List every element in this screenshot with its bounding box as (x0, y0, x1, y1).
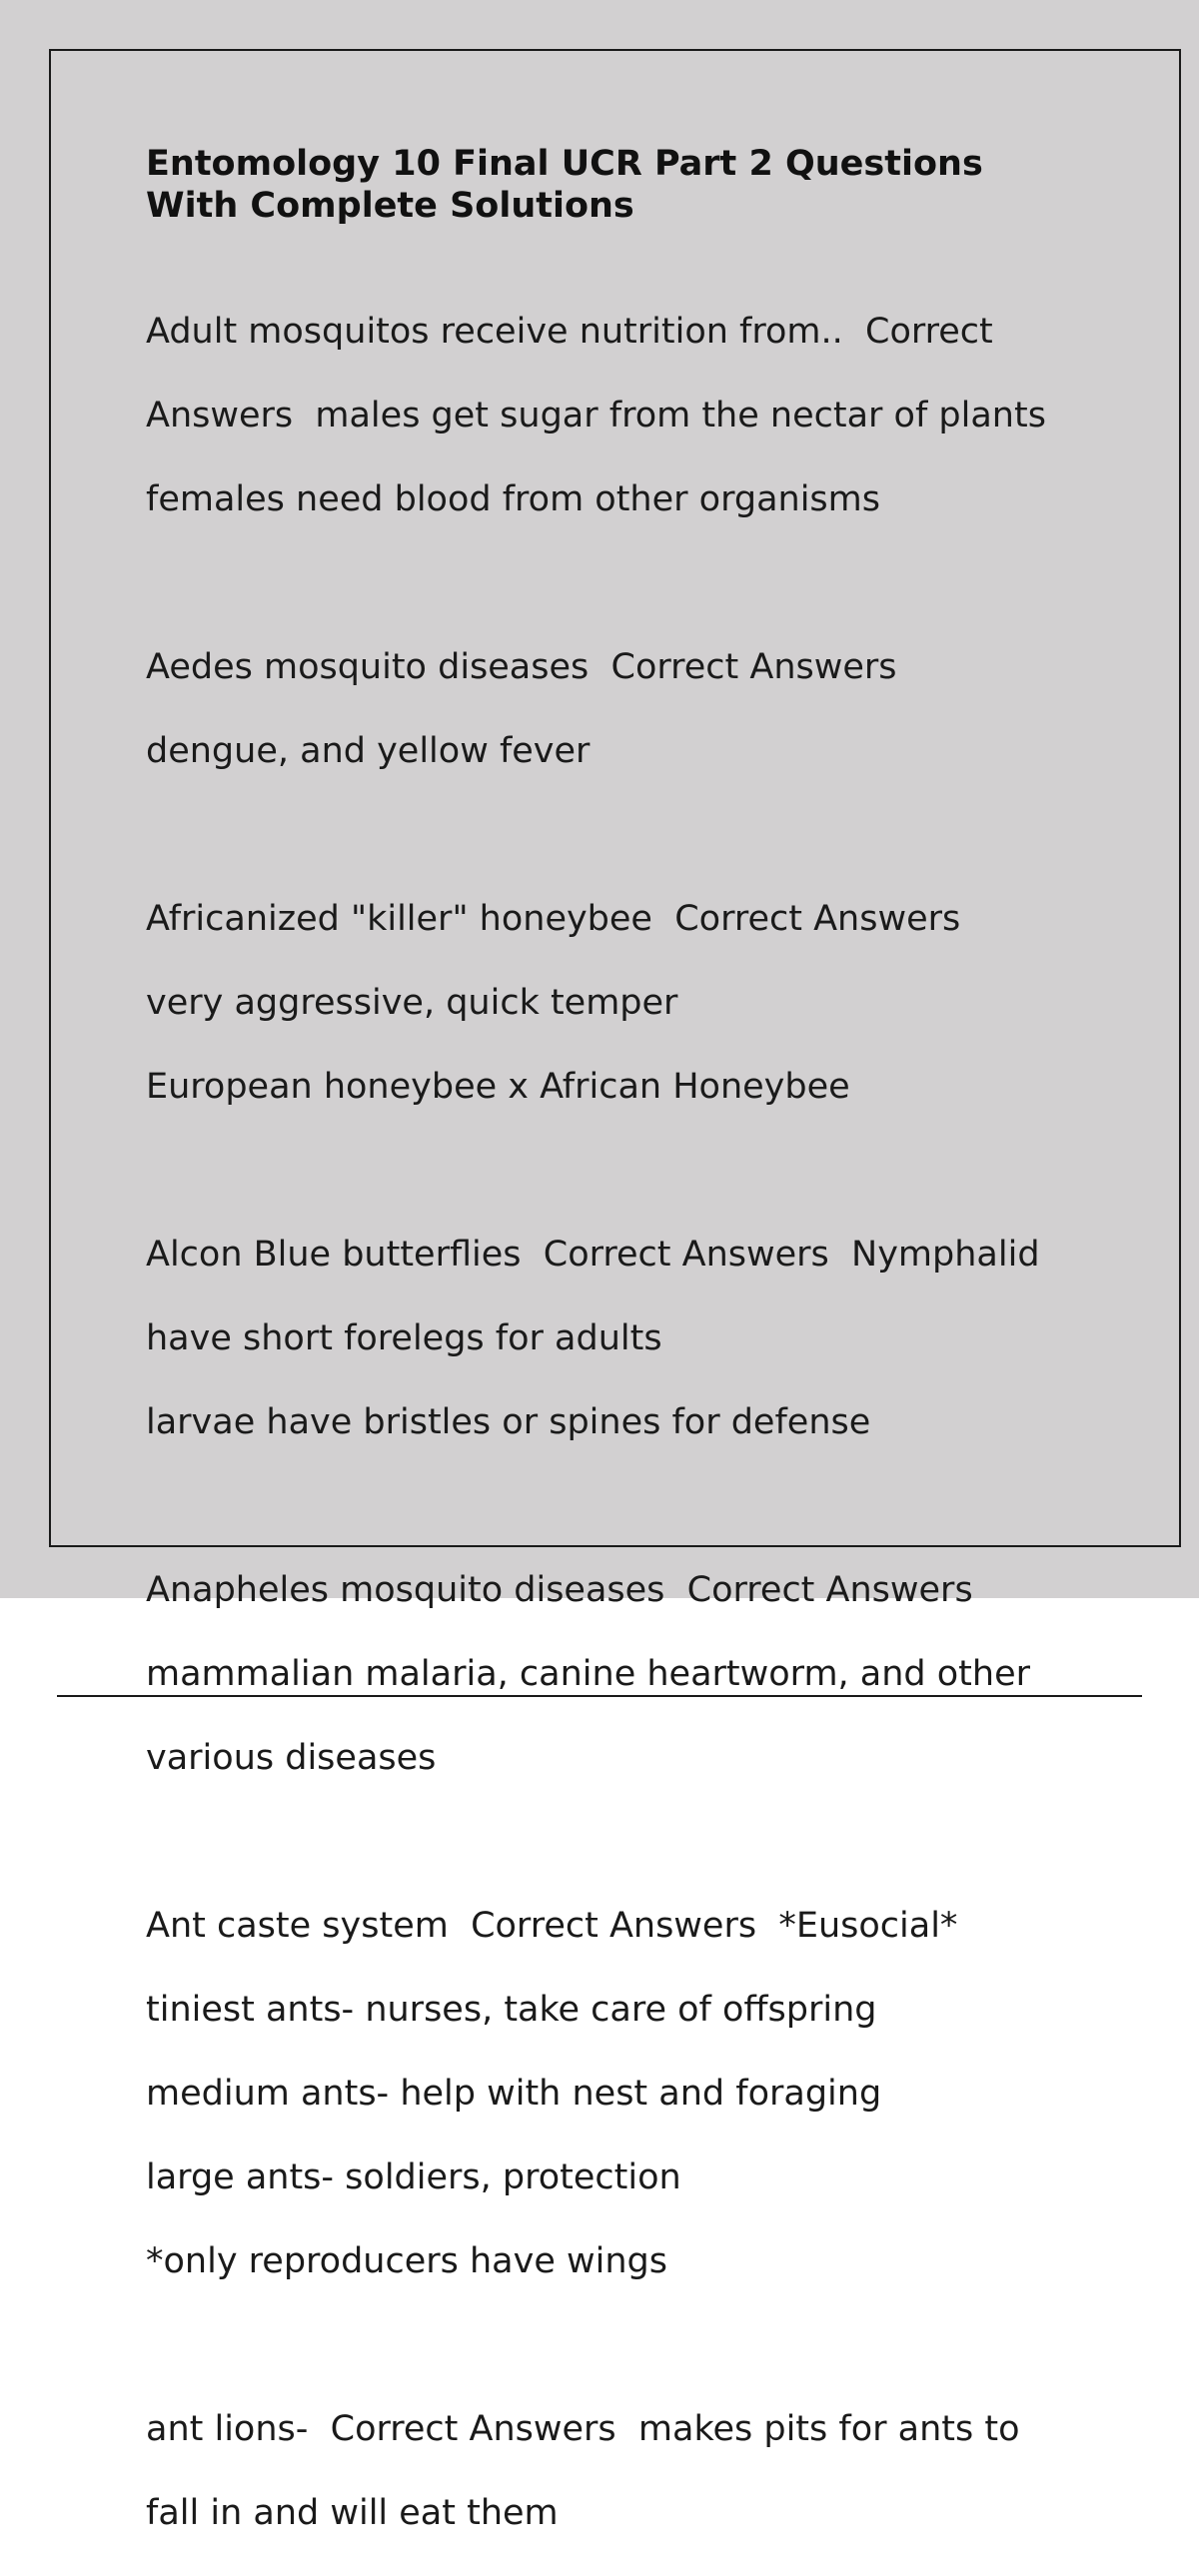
footer-divider (57, 1695, 1142, 1697)
qa-line: Anapheles mosquito diseases Correct Answers (146, 1570, 973, 1610)
qa-item (146, 1863, 1105, 2324)
qa-line: mammalian malaria, canine heartworm, and other (146, 1654, 1030, 1694)
document-title: Entomology 10 Final UCR Part 2 Questions With Complete Solutions (146, 144, 983, 226)
qa-line: females need blood from other organisms (146, 479, 880, 519)
qa-line: fall in and will eat them (146, 2493, 559, 2533)
qa-line: dengue, and yellow fever (146, 731, 591, 771)
qa-line: have short forelegs for adults (146, 1318, 662, 1358)
qa-line: tiniest ants- nurses, take care of offspring (146, 1990, 877, 2030)
qa-line: Adult mosquitos receive nutrition from.. Correct (146, 312, 993, 352)
qa-item (146, 269, 1105, 562)
qa-line: large ants- soldiers, protection (146, 2157, 681, 2197)
qa-line: *only reproducers have wings (146, 2241, 667, 2281)
qa-item (146, 1192, 1105, 1485)
document-content (146, 143, 1105, 2576)
qa-line: Aedes mosquito diseases Correct Answers (146, 647, 897, 687)
qa-item (146, 856, 1105, 1150)
qa-item (146, 1527, 1105, 1821)
qa-line: ant lions- Correct Answers makes pits for ants to (146, 2409, 1020, 2449)
qa-item (146, 604, 1105, 814)
qa-line: Alcon Blue butterflies Correct Answers Nymphalid (146, 1235, 1040, 1275)
qa-item (146, 2366, 1105, 2576)
qa-line: European honeybee x African Honeybee (146, 1067, 850, 1107)
qa-line: larvae have bristles or spines for defense (146, 1402, 871, 1442)
qa-list (146, 269, 1105, 2576)
qa-line: Africanized "killer" honeybee Correct Answers (146, 899, 961, 939)
qa-line: very aggressive, quick temper (146, 983, 678, 1023)
qa-line: various diseases (146, 1738, 437, 1778)
qa-line: Ant caste system Correct Answers *Eusocial* (146, 1906, 958, 1946)
qa-line: medium ants- help with nest and foraging (146, 2074, 882, 2114)
qa-line: Answers males get sugar from the nectar of plants (146, 396, 1046, 435)
